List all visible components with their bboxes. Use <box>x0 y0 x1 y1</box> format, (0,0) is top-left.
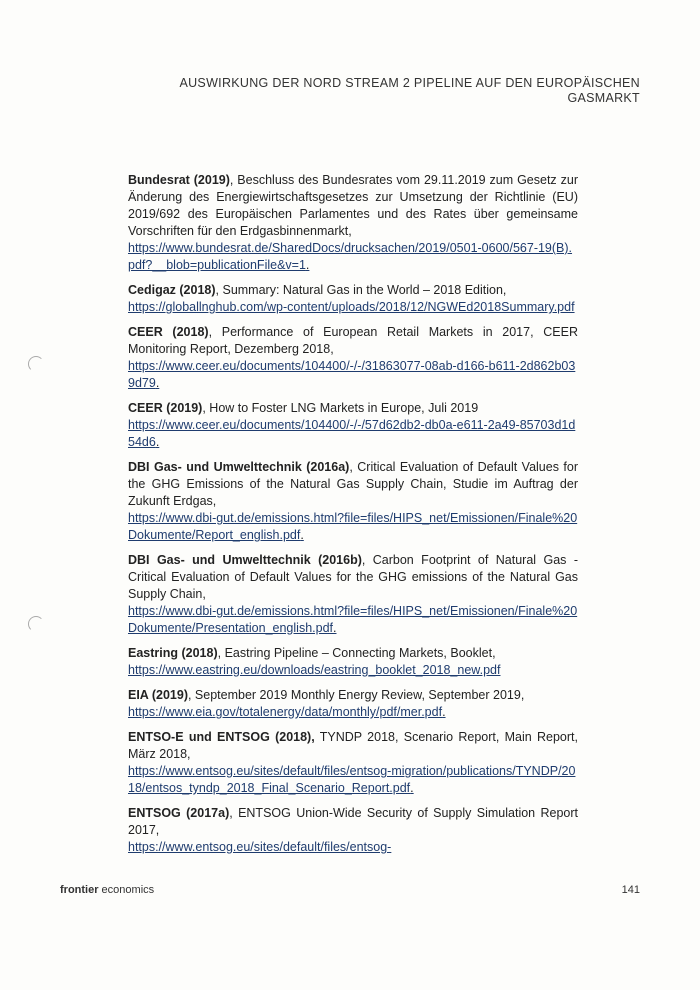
reference-author: Bundesrat (2019) <box>128 173 230 187</box>
reference-author: DBI Gas- und Umwelttechnik (2016b) <box>128 553 362 567</box>
reference-entry <box>128 687 578 721</box>
reference-entry <box>128 645 578 679</box>
reference-author: ENTSOG (2017a) <box>128 806 230 820</box>
punch-hole-mark <box>28 616 44 632</box>
reference-text: , Performance of European Retail Markets in 2017, CEER Monitoring Report, Dezemberg 2018, <box>128 325 578 356</box>
footer-brand <box>60 884 154 896</box>
reference-end-punct: . <box>442 705 446 719</box>
footer-brand-name: frontier <box>60 884 99 896</box>
reference-end-punct: . <box>305 258 310 272</box>
reference-text: , Eastring Pipeline – Connecting Markets, Booklet, <box>217 646 496 660</box>
reference-entry <box>128 805 578 856</box>
reference-author: CEER (2019) <box>128 401 203 415</box>
reference-entry <box>128 729 578 797</box>
footer-brand-suffix: economics <box>98 884 155 896</box>
reference-link[interactable]: https://www.entsog.eu/sites/default/files/entsog-migration/publications/TYNDP/2018/entsos_tyndp_2018_Final_Scenario_Report.pdf. <box>128 764 576 795</box>
reference-text: , How to Foster LNG Markets in Europe, Juli 2019 <box>202 401 479 415</box>
reference-link[interactable]: https://www.ceer.eu/documents/104400/-/-/57d62db2-db0a-e611-2a49-85703d1d54d6. <box>128 418 576 449</box>
reference-link[interactable]: https://globallnghub.com/wp-content/uploads/2018/12/NGWEd2018Summary.pdf <box>128 300 575 314</box>
reference-text: , ENTSOG Union-Wide Security of Supply Simulation Report 2017, <box>128 806 579 837</box>
page-header <box>120 76 640 106</box>
reference-text: , Beschluss des Bundesrates vom 29.11.2019 zum Gesetz zur Änderung des Energiewirtschaftsgesetzes zur Umsetzung der Richtlinie (EU) 2019/692 des Europäischen Parlamentes und des Rates über gemeinsame Vorschriften für den Erdgasbinnenmarkt, <box>128 173 578 238</box>
page-number: 141 <box>621 884 640 896</box>
reference-author: ENTSO-E und ENTSOG (2018), <box>128 730 315 744</box>
reference-entry <box>128 172 578 274</box>
reference-end-punct: . <box>155 435 160 449</box>
header-line-2: GASMARKT <box>567 91 640 105</box>
reference-link[interactable]: https://www.dbi-gut.de/emissions.html?file=files/HIPS_net/Emissionen/Finale%20Dokumente/Presentation_english.pdf. <box>128 604 578 635</box>
reference-entry <box>128 400 578 451</box>
reference-author: EIA (2019) <box>128 688 188 702</box>
reference-author: Cedigaz (2018) <box>128 283 216 297</box>
reference-link[interactable]: https://www.bundesrat.de/SharedDocs/drucksachen/2019/0501-0600/567-19(B).pdf?__blob=publicationFile&v=1. <box>128 241 573 272</box>
reference-text: , Critical Evaluation of Default Values for the GHG Emissions of the Natural Gas Supply Chain, Studie im Auftrag der Zukunft Erdgas, <box>128 460 578 508</box>
reference-text: TYNDP 2018, Scenario Report, Main Report, März 2018, <box>128 730 578 761</box>
punch-hole-mark <box>28 356 44 372</box>
reference-author: DBI Gas- und Umwelttechnik (2016a) <box>128 460 350 474</box>
reference-link[interactable]: https://www.dbi-gut.de/emissions.html?file=files/HIPS_net/Emissionen/Finale%20Dokumente/Report_english.pdf. <box>128 511 578 542</box>
reference-link[interactable]: https://www.eia.gov/totalenergy/data/monthly/pdf/mer.pdf. <box>128 705 446 719</box>
reference-link[interactable]: https://www.ceer.eu/documents/104400/-/-/31863077-08ab-d166-b611-2d862b039d79. <box>128 359 576 390</box>
reference-entry <box>128 459 578 544</box>
reference-end-punct: . <box>333 621 337 635</box>
reference-entry <box>128 324 578 392</box>
reference-list <box>128 172 578 864</box>
reference-end-punct: . <box>300 528 304 542</box>
reference-end-punct: . <box>410 781 414 795</box>
reference-text: , Carbon Footprint of Natural Gas - Critical Evaluation of Default Values for the GHG emissions of the Natural Gas Supply Chain, <box>128 553 578 601</box>
reference-text: , September 2019 Monthly Energy Review, September 2019, <box>187 688 525 702</box>
reference-author: CEER (2018) <box>128 325 209 339</box>
header-line-1: AUSWIRKUNG DER NORD STREAM 2 PIPELINE AUF DEN EUROPÄISCHEN <box>179 76 640 90</box>
reference-entry <box>128 552 578 637</box>
reference-author: Eastring (2018) <box>128 646 218 660</box>
reference-end-punct: . <box>155 376 160 390</box>
reference-entry <box>128 282 578 316</box>
reference-link[interactable]: https://www.entsog.eu/sites/default/files/entsog- <box>128 840 392 854</box>
reference-link[interactable]: https://www.eastring.eu/downloads/eastring_booklet_2018_new.pdf <box>128 663 501 677</box>
reference-text: , Summary: Natural Gas in the World – 2018 Edition, <box>215 283 507 297</box>
